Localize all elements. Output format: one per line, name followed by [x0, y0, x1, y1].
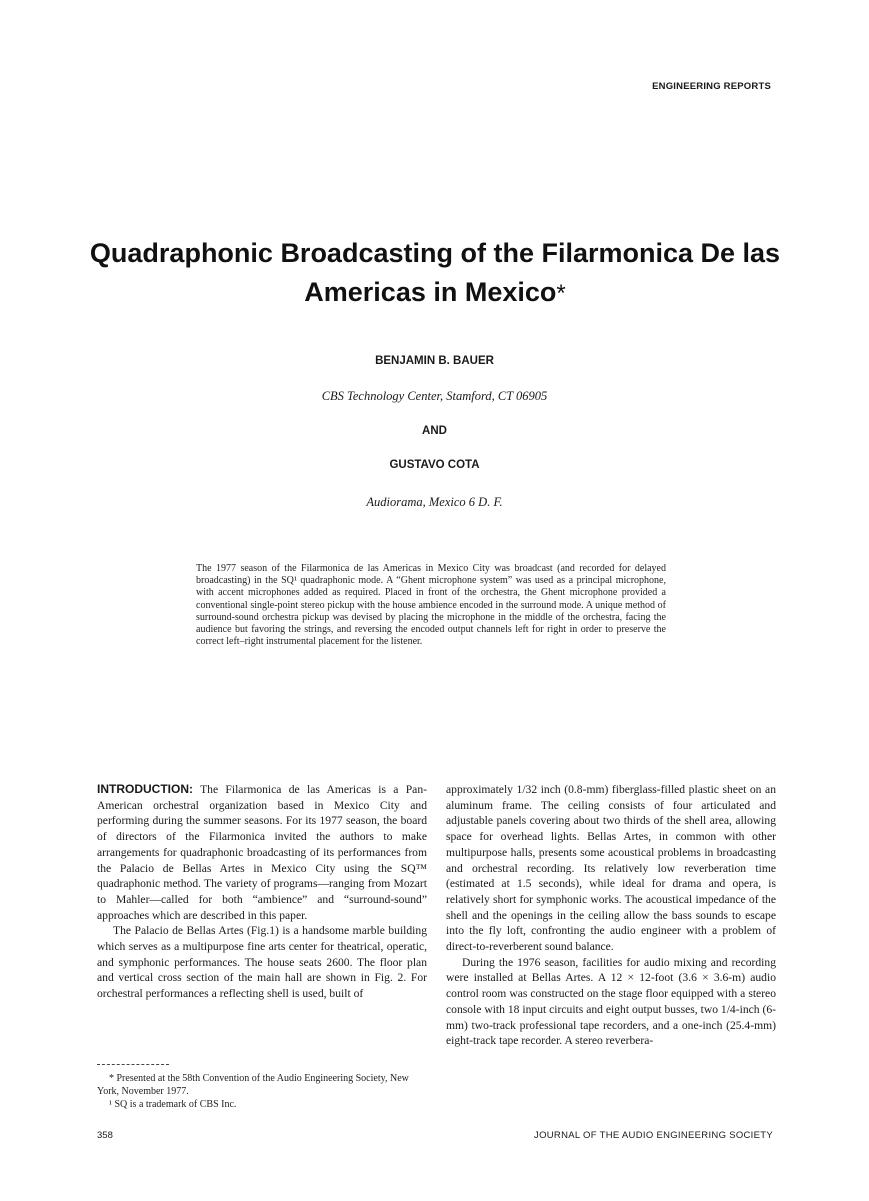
author-1-name: BENJAMIN B. BAUER: [375, 355, 494, 367]
title-footnote-mark: *: [556, 280, 566, 307]
footnotes: [97, 1072, 427, 1111]
intro-text: The Filarmonica de las Americas is a Pan-American orchestral organization based in Mexico City and performing during the summer seasons. For its 1977 season, the board of directors of the Filarmonica invited the authors to make arrangements for quadraphonic broadcasting of its performances from the Palacio de Bellas Artes in Mexico City using the SQ™ quadraphonic method. The variety of programs—ranging from Mozart to Mahler—called for both “ambience” and “surround-sound” approaches which are described in this paper.: [97, 783, 427, 922]
article-title: [60, 234, 810, 313]
intro-heading: INTRODUCTION:: [97, 782, 193, 796]
section-label: ENGINEERING REPORTS: [652, 81, 771, 92]
author-1-affiliation: CBS Technology Center, Stamford, CT 06905: [321, 389, 548, 403]
right-paragraph-2: During the 1976 season, facilities for audio mixing and recording were installed at Bellas Artes. A 12 × 12-foot (3.6 × 3.6-m) audio control room was constructed on the stage floor equipped with a stereo console with 18 input circuits and eight output busses, two 1/4-inch (6-mm) two-track professional tape recorders, and a one-inch (25.4-mm) eight-track tape recorder. A stereo reverbera-: [446, 955, 776, 1048]
right-paragraph-1: approximately 1/32 inch (0.8-mm) fiberglass-filled plastic sheet on an aluminum frame. The ceiling consists of four articulated and adjustable panels covering about two thirds of the shell area, allowing space for overhead lights. Bellas Artes, in common with other multipurpose halls, presents some acoustical problems in broadcasting and orchestral recording. Its relatively low reverberation time (estimated at 1.5 seconds), while ideal for drama and opera, is relatively short for symphonic works. The acoustical impedance of the shell and the openings in the ceiling allow the bass sounds to escape into the fly loft, confronting the audio engineer with a problem of direct-to-reverberent sound balance.: [446, 783, 776, 954]
author-2-name: GUSTAVO COTA: [389, 459, 480, 471]
author-conjunction: AND: [422, 425, 447, 437]
page-number: 358: [97, 1130, 113, 1141]
body-paragraph-2: The Palacio de Bellas Artes (Fig.1) is a handsome marble building which serves as a multipurpose fine arts center for theatrical, operatic, and symphonic performances. The house seats 2600. The floor plan and vertical cross section of the main hall are shown in Fig. 2. For orchestral performances a reflecting shell is used, built of: [97, 924, 427, 1001]
article-title-text: Quadraphonic Broadcasting of the Filarmonica De las Americas in Mexico: [89, 238, 781, 307]
footnote-1: * Presented at the 58th Convention of the Audio Engineering Society, New York, November 1977.: [97, 1073, 409, 1097]
left-column: [97, 782, 427, 1002]
author-2-affiliation: Audiorama, Mexico 6 D. F.: [366, 495, 503, 509]
journal-name: JOURNAL OF THE AUDIO ENGINEERING SOCIETY: [534, 1130, 773, 1141]
abstract: The 1977 season of the Filarmonica de las Americas in Mexico City was broadcast (and recorded for delayed broadcasting) in the SQ¹ quadraphonic mode. A “Ghent microphone system” was used as a principal microphone, with accent microphones added as required. Placed in front of the orchestra, the Ghent microphone provided a conventional single-point stereo pickup with the house ambience encoded in the surround mode. A unique method of surround-sound orchestra pickup was devised by placing the microphone in the middle of the orchestra, facing the audience but favoring the strings, and reversing the encoded output channels left for right in order to preserve the correct left–right instrumental placement for the listener.: [196, 563, 666, 648]
intro-paragraph: [97, 782, 427, 923]
right-column: [446, 782, 776, 1049]
footnote-rule: [97, 1064, 169, 1065]
footnote-2: ¹ SQ is a trademark of CBS Inc.: [109, 1099, 237, 1110]
